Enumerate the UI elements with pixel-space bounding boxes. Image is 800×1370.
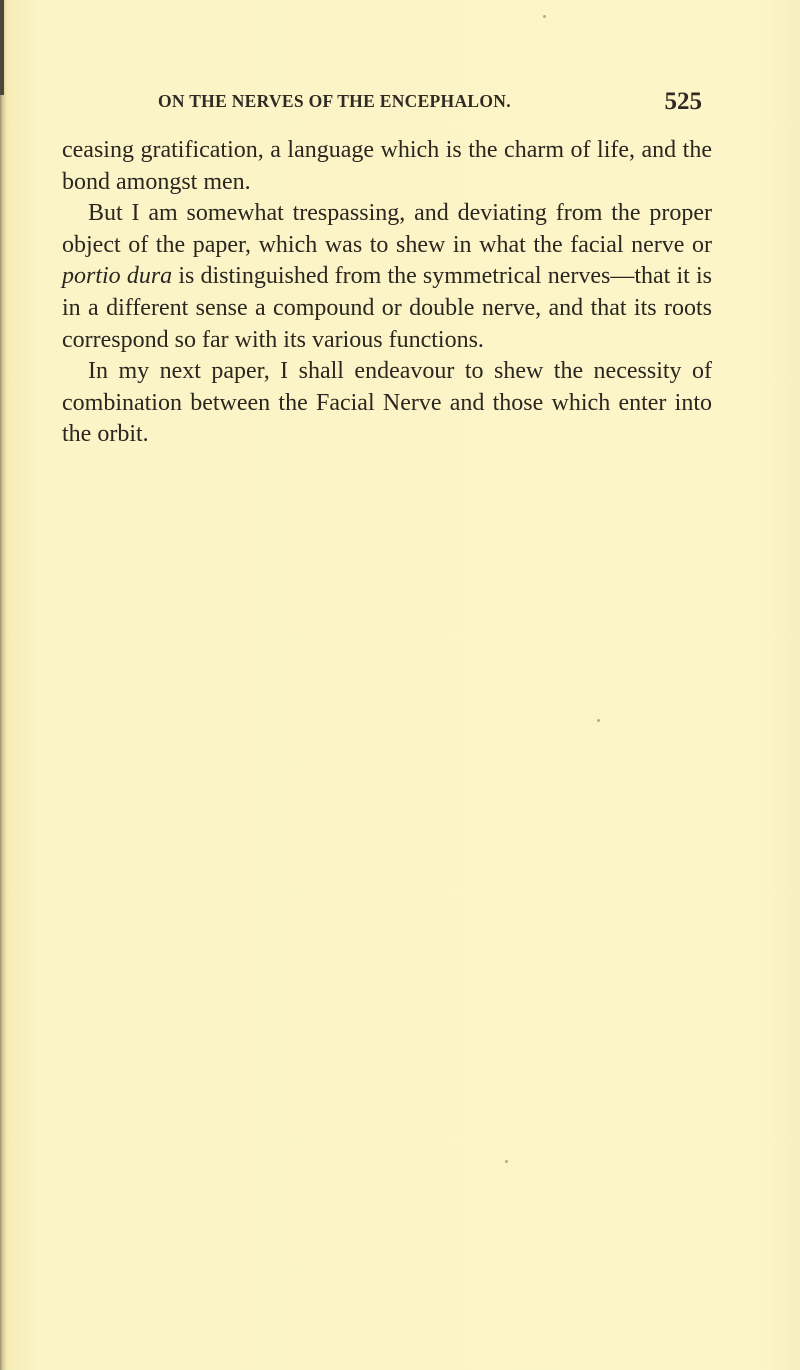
paragraph-2-text-start: But I am somewhat trespassing, and deviating from the proper object of the paper, which was to shew in what the facial nerve or [62,200,712,258]
binding-mark [0,0,4,95]
paragraph-3-text: In my next paper, I shall endeavour to shew the necessity of combination between the Facial Nerve and those which enter into the orbit. [62,358,712,448]
binding-edge [0,0,6,1370]
paragraph-1-text: ceasing gratification, a language which is the charm of life, and the bond amongst men. [62,137,712,195]
paragraph-1 [62,135,712,198]
paragraph-2-text-end: is distinguished from the symmetrical nerves—that it is in a different sense a compound or double nerve, and that its roots correspond so far with its various functions. [62,263,712,353]
paragraph-3 [62,356,712,451]
paragraph-2 [62,198,712,356]
paper-speck [543,15,546,18]
page-header [62,88,702,121]
portio-dura-term: portio dura [62,263,173,290]
paper-speck [597,719,600,722]
page-number: 525 [664,88,702,115]
running-title: ON THE NERVES OF THE ENCEPHALON. [158,91,511,111]
paper-speck [505,1160,508,1163]
body-text [62,135,712,451]
